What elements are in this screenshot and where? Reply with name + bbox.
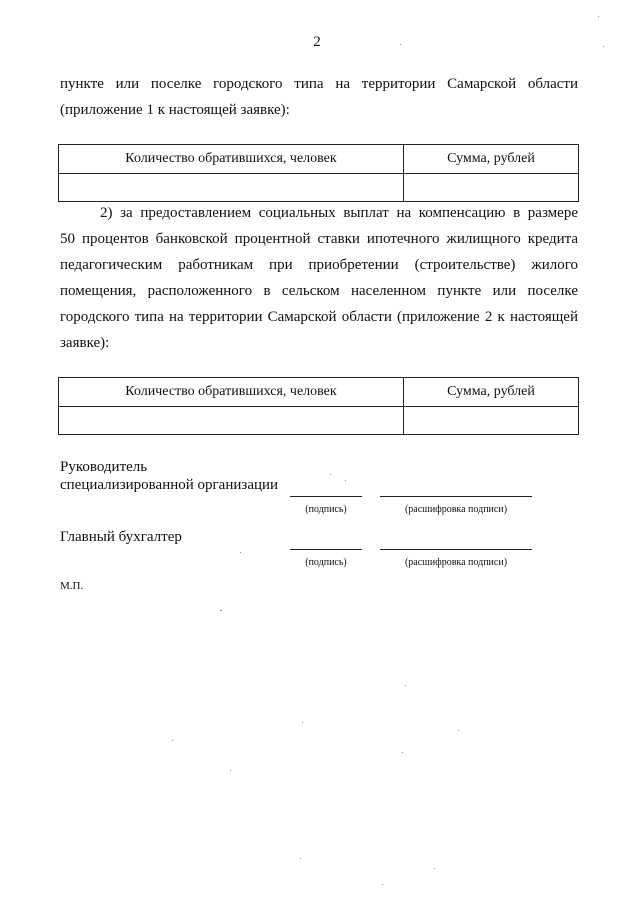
scan-speck xyxy=(434,868,435,869)
scan-speck xyxy=(220,610,222,611)
column-header-sum: Сумма, рублей xyxy=(404,145,579,174)
table-row xyxy=(59,407,579,435)
scan-speck xyxy=(300,858,301,859)
accountant-signature-line xyxy=(290,549,362,550)
scan-speck xyxy=(230,770,231,771)
accountant-decoding-caption: (расшифровка подписи) xyxy=(404,557,508,568)
paragraph-2-line: 2) за предоставлением социальных выплат на компенсацию в размере xyxy=(100,205,578,221)
head-signature-caption: (подпись) xyxy=(305,504,347,515)
scan-speck xyxy=(302,722,303,723)
paragraph-2-line: помещения, расположенного в сельском населенном пункте или поселке xyxy=(60,283,578,299)
paragraph-2-line: заявке): xyxy=(60,335,110,351)
table-cell-sum xyxy=(404,174,579,202)
scan-speck xyxy=(240,552,241,553)
head-signature-line xyxy=(290,496,362,497)
applicants-table-2 xyxy=(58,377,579,435)
accountant-signature-caption: (подпись) xyxy=(305,557,347,568)
accountant-decoding-line xyxy=(380,549,532,550)
head-title-organization: специализированной организации xyxy=(60,477,279,493)
head-decoding-caption: (расшифровка подписи) xyxy=(404,504,508,515)
head-title: Руководитель xyxy=(60,459,148,475)
paragraph-2-line: городского типа на территории Самарской области (приложение 2 к настоящей xyxy=(60,309,578,325)
scan-speck xyxy=(382,884,383,885)
table-header-row xyxy=(59,378,579,407)
intro-line: (приложение 1 к настоящей заявке): xyxy=(60,102,290,118)
column-header-count: Количество обратившихся, человек xyxy=(59,378,404,407)
paragraph-2-line: педагогическим работникам при приобретении (строительстве) жилого xyxy=(60,257,578,273)
scan-speck xyxy=(603,46,604,47)
scan-speck xyxy=(405,685,406,686)
head-decoding-line xyxy=(380,496,532,497)
scan-speck xyxy=(402,752,403,753)
table-row xyxy=(59,174,579,202)
intro-line: пункте или поселке городского типа на территории Самарской области xyxy=(60,76,578,92)
paragraph-2-line: 50 процентов банковской процентной ставки ипотечного жилищного кредита xyxy=(60,231,578,247)
table-cell-count xyxy=(59,174,404,202)
table-cell-sum xyxy=(404,407,579,435)
scan-speck xyxy=(400,44,401,45)
column-header-count: Количество обратившихся, человек xyxy=(59,145,404,174)
page-number: 2 xyxy=(313,34,321,50)
scan-speck xyxy=(172,740,173,741)
column-header-sum: Сумма, рублей xyxy=(404,378,579,407)
scan-speck xyxy=(458,730,459,731)
scan-speck xyxy=(598,16,599,17)
table-header-row xyxy=(59,145,579,174)
accountant-title: Главный бухгалтер xyxy=(60,529,182,545)
scan-speck xyxy=(330,474,331,475)
scan-speck xyxy=(345,480,346,481)
applicants-table-1 xyxy=(58,144,579,202)
stamp-label: М.П. xyxy=(60,580,84,592)
table-cell-count xyxy=(59,407,404,435)
